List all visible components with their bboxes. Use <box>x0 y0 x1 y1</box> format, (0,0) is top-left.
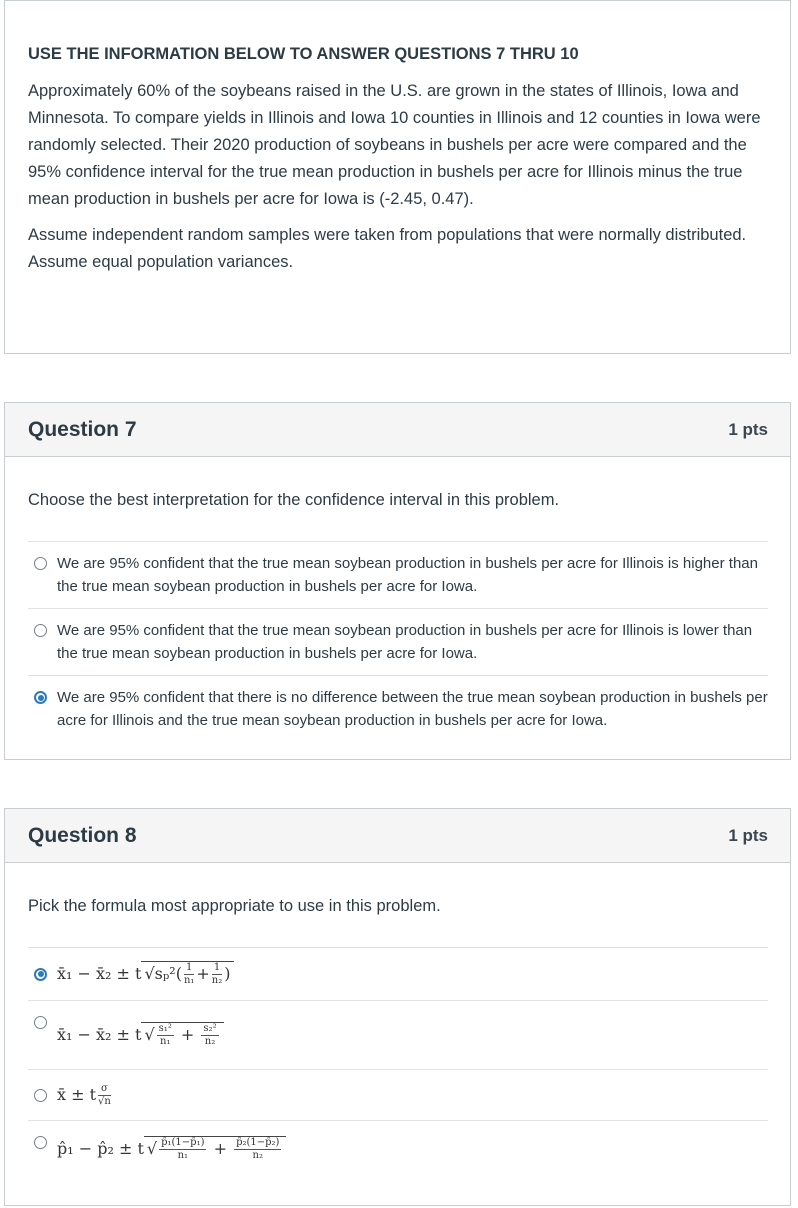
formula: x̄₁ − x̄₂ ± t √sₚ²( $\frac{1}{\text{n₁}}$ + $\frac{1}{\text{n₂}}$ ) <box>57 962 234 987</box>
radio-button[interactable] <box>34 1089 47 1102</box>
question-title: Question 7 <box>28 417 137 441</box>
answer-option[interactable] <box>28 541 768 608</box>
answer-label: We are 95% confident that the true mean soybean production in bushels per acre for Illinois is lower than the true mean soybean production in bushels per acre for Iowa. <box>57 622 753 662</box>
information-panel <box>4 0 791 354</box>
formula: x̄₁ − x̄₂ ± t √ $\frac{\text{s₁²}}{\text{n₁}}$ + $\frac{\text{s₂²}}{\text{n₂}}$ <box>57 1023 224 1059</box>
radio-button[interactable] <box>34 557 47 570</box>
answer-label: We are 95% confident that the true mean soybean production in bushels per acre for Illinois is higher than the true mean soybean production in bushels per acre for Iowa. <box>57 555 758 595</box>
answer-label: We are 95% confident that there is no difference between the true mean soybean production in bushels per acre for Illinois and the true mean soybean production in bushels per acre for Iowa. <box>57 689 768 729</box>
formula: x̄ ± t $\frac{\sigma}{√n}$ <box>57 1082 111 1107</box>
radio-button-selected[interactable] <box>34 968 47 981</box>
question-header <box>5 809 790 863</box>
radio-button[interactable] <box>34 624 47 637</box>
answer-option-pooled-t[interactable] <box>28 947 768 1000</box>
radio-button[interactable] <box>34 1016 47 1029</box>
answer-option-one-sample[interactable] <box>28 1069 768 1120</box>
question-title: Question 8 <box>28 823 137 847</box>
answer-option[interactable] <box>28 675 768 742</box>
info-assumptions: Assume independent random samples were taken from populations that were normally distributed. Assume equal population variances. <box>28 226 747 271</box>
question-header <box>5 403 790 457</box>
answer-option-unpooled-t[interactable] <box>28 1000 768 1069</box>
question-7 <box>4 402 791 760</box>
radio-button-selected[interactable] <box>34 691 47 704</box>
answer-option-proportions[interactable] <box>28 1120 768 1177</box>
question-text: Choose the best interpretation for the confidence interval in this problem. <box>28 491 560 509</box>
question-points: 1 pts <box>728 825 768 845</box>
info-heading: USE THE INFORMATION BELOW TO ANSWER QUESTIONS 7 THRU 10 <box>28 45 579 63</box>
info-paragraph: Approximately 60% of the soybeans raised in the U.S. are grown in the states of Illinois, Iowa and Minnesota. To compare yields in Illinois and Iowa 10 counties in Illinois and 12 counties in Iowa were randomly selected. Their 2020 production of soybeans in bushels per acre were compared and the 95% confidence interval for the true mean production in bushels per acre for Illinois minus the true mean production in bushels per acre for Iowa is (-2.45, 0.47). <box>28 82 761 208</box>
question-text: Pick the formula most appropriate to use in this problem. <box>28 897 441 915</box>
answer-option[interactable] <box>28 608 768 675</box>
formula: p̂₁ − p̂₂ ± t √ $\frac{\text{p̂₁(1−p̂₁)}}{\text{n₁}}$ + $\frac{\text{p̂₂(1−p̂₂)}}{\text{n₂}}$ <box>57 1137 286 1167</box>
radio-button[interactable] <box>34 1136 47 1149</box>
question-points: 1 pts <box>728 419 768 439</box>
question-8 <box>4 808 791 1206</box>
